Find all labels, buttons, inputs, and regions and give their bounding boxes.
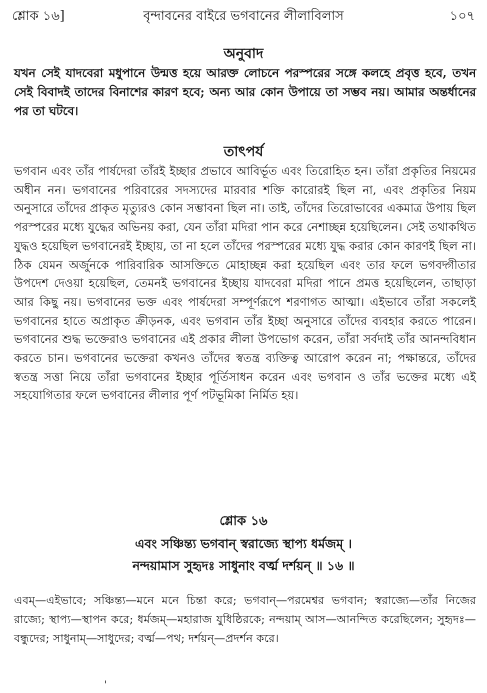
- synonyms-text: এবম্—এইভাবে; সঞ্চিন্ত্য—মনে মনে চিন্তা করে; ভগবান্—পরমেশ্বর ভগবান; স্বরাজ্যে—তাঁর নিজের রাজ্যে; স্থাপ্য—স্থাপন করে; ধর্মজম্—মহারাজ যুধিষ্ঠিরকে; নন্দয়াম্ আস—আনন্দিত করেছিলেন; সুহৃদঃ—বন্ধুদের; সাধুনাম্—সাধুদের; বর্ত্ম—পথ; দর্শয়ন্—প্রদর্শন করে।: [14, 594, 476, 645]
- translation-text: যখন সেই যাদবেরা মধুপানে উন্মত্ত হয়ে আরক্ত লোচনে পরস্পরের সঙ্গে কলহে প্রবৃত্ত হবে, তখন সেই বিবাদই তাদের বিনাশের কারণ হবে; অন্য আর কোন উপায়ে তা সম্ভব নয়। আমার অন্তর্ধানের পর তা ঘটবে।: [14, 66, 476, 118]
- header-page-number: ১০৭: [449, 9, 475, 24]
- verse-line-2: নন্দয়ামাস সুহৃদঃ সাধুনাং বর্ত্ম দর্শয়ন্ ॥ ১৬ ॥: [132, 558, 355, 573]
- verse-heading: শ্লোক ১৬: [219, 514, 268, 529]
- translation-heading: অনুবাদ: [223, 46, 264, 62]
- header-chapter-title: বৃন্দাবনের বাইরে ভগবানের লীলাবিলাস: [143, 9, 344, 24]
- footer-mark: ': [104, 680, 107, 691]
- page-header: [12, 7, 475, 27]
- verse-line-1: এবং সঞ্চিন্ত্য ভগবান্ স্বরাজ্যে স্থাপ্য ধর্মজম্ ।: [135, 536, 352, 551]
- purport-heading: তাৎপর্য: [223, 144, 264, 160]
- header-verse-ref: শ্লোক ১৬]: [12, 9, 65, 24]
- purport-text: ভগবান এবং তাঁর পার্ষদেরা তাঁরই ইচ্ছার প্রভাবে আবির্ভূত এবং তিরোহিত হন। তাঁরা প্রকৃতির নিয়মের অধীন নন। ভগবানের পরিবারের সদস্যদের মারবার শক্তি কারোরই ছিল না, এবং প্রকৃতির নিয়ম অনুসারে তাঁদের প্রাকৃত মৃত্যুরও কোন সম্ভাবনা ছিল না। তাই, তাঁদের তিরোভাবের একমাত্র উপায় ছিল পরস্পরের মধ্যে যুদ্ধের অভিনয় করা, যেন তাঁরা মদিরা পান করে নেশাচ্ছন্ন হয়েছিলেন। সেই তথাকথিত যুদ্ধও হয়েছিল ভগবানেরই ইচ্ছায়, তা না হলে তাঁদের পরস্পরের মধ্যে যুদ্ধ করার কোন কারণই ছিল না। ঠিক যেমন অর্জুনকে পারিবারিক আসক্তিতে মোহাচ্ছন্ন করা হয়েছিল এবং তার ফলে ভগবদ্গীতার উপদেশ দেওয়া হয়েছিল, তেমনই ভগবানের ইচ্ছায় যাদবেরা মদিরা পানে প্রমত্ত হয়েছিলেন, তাছাড়া আর কিছু নয়। ভগবানের ভক্ত এবং পার্ষদেরা সম্পূর্ণরূপে শরণাগত আত্মা। এইভাবে তাঁরা সকলেই ভগবানের হাতে অপ্রাকৃত ক্রীড়নক, এবং ভগবান তাঁর ইচ্ছা অনুসারে তাঁদের ব্যবহার করতে পারেন। ভগবানের শুদ্ধ ভক্তেরাও ভগবানের এই প্রকার লীলা উপভোগ করেন, তাঁরা সর্বদাই তাঁর আনন্দবিধান করতে চান। ভগবানের ভক্তেরা কখনও তাঁদের স্বতন্ত্র ব্যক্তিত্ব আরোপ করেন না; পক্ষান্তরে, তাঁদের স্বতন্ত্র সত্তা নিয়ে তাঁরা ভগবানের ইচ্ছার পূর্তিসাধন করেন এবং ভগবান ও তাঁর ভক্তের মধ্যে এই সহযোগিতার ফলে ভগবানের লীলার পূর্ণ পটভূমিকা নির্মিত হয়।: [14, 164, 476, 403]
